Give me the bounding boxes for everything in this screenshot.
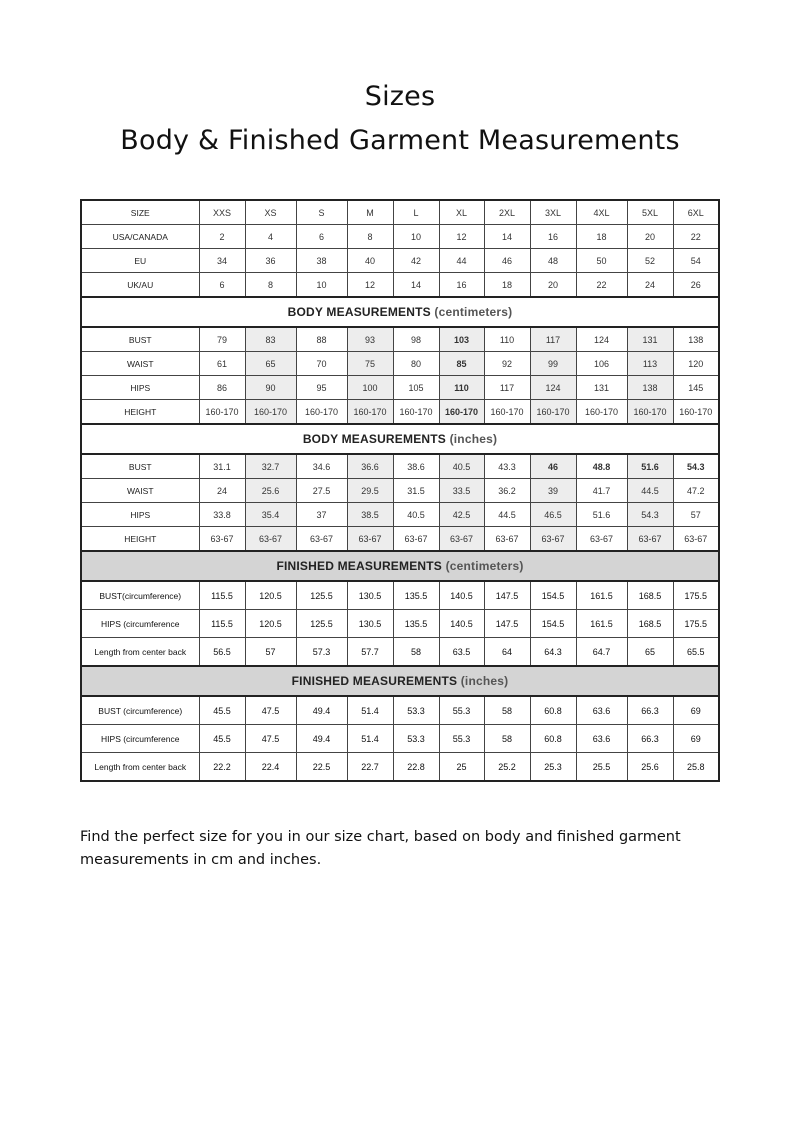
table-cell: 140.5 [439,581,484,610]
table-cell: 40.5 [393,503,439,527]
table-cell: 22 [576,273,627,298]
table-cell: 41.7 [576,479,627,503]
table-cell: 58 [484,696,530,725]
table-cell: 147.5 [484,610,530,638]
section-heading [81,424,719,454]
finished-cm-section [81,551,719,581]
table-cell: 130.5 [347,610,393,638]
table-cell: 131 [627,327,673,352]
table-cell: 160-170 [576,400,627,425]
table-cell: 99 [530,352,576,376]
table-cell: 53.3 [393,725,439,753]
table-cell: 168.5 [627,610,673,638]
section-unit: (inches) [449,432,498,446]
table-cell: 26 [673,273,719,298]
table-cell: 63-67 [530,527,576,552]
row-label: Length from center back [81,753,199,782]
table-cell: 83 [245,327,296,352]
table-cell: 14 [393,273,439,298]
table-cell: 36 [245,249,296,273]
body-cm-section [81,297,719,327]
table-cell: 20 [530,273,576,298]
body-in-row [81,454,719,479]
table-cell: 49.4 [296,696,347,725]
table-cell: 36.2 [484,479,530,503]
table-cell: 63-67 [347,527,393,552]
table-cell: 47.5 [245,696,296,725]
row-label: WAIST [81,352,199,376]
table-cell: 47.5 [245,725,296,753]
table-cell: 5XL [627,200,673,225]
finished-cm-row [81,638,719,667]
uk-au-row [81,273,719,298]
section-unit: (centimeters) [445,559,524,573]
table-cell: 8 [347,225,393,249]
table-cell: S [296,200,347,225]
table-cell: 56.5 [199,638,245,667]
table-cell: 22.2 [199,753,245,782]
table-cell: 22.5 [296,753,347,782]
table-cell: 125.5 [296,610,347,638]
row-label: BUST (circumference) [81,696,199,725]
table-cell: 44 [439,249,484,273]
table-cell: 93 [347,327,393,352]
row-label: HIPS (circumference [81,610,199,638]
table-cell: 16 [439,273,484,298]
table-cell: 90 [245,376,296,400]
table-cell: 12 [439,225,484,249]
table-cell: 50 [576,249,627,273]
table-cell: 63-67 [627,527,673,552]
table-cell: 34.6 [296,454,347,479]
table-cell: 117 [484,376,530,400]
table-cell: XS [245,200,296,225]
table-cell: 32.7 [245,454,296,479]
body-in-row [81,479,719,503]
table-cell: 161.5 [576,610,627,638]
table-cell: 175.5 [673,610,719,638]
row-label: HEIGHT [81,527,199,552]
table-cell: 22.4 [245,753,296,782]
section-heading [81,551,719,581]
table-cell: 25.2 [484,753,530,782]
table-cell: 46 [484,249,530,273]
size-row [81,200,719,225]
table-cell: 135.5 [393,610,439,638]
table-cell: 64.7 [576,638,627,667]
table-cell: 25 [439,753,484,782]
row-label: BUST [81,454,199,479]
table-cell: 147.5 [484,581,530,610]
table-cell: 75 [347,352,393,376]
finished-in-section [81,666,719,696]
table-cell: 140.5 [439,610,484,638]
table-cell: 160-170 [393,400,439,425]
table-cell: 24 [199,479,245,503]
table-cell: 63-67 [245,527,296,552]
table-cell: 4XL [576,200,627,225]
table-cell: 44.5 [484,503,530,527]
table-cell: 130.5 [347,581,393,610]
table-cell: 43.3 [484,454,530,479]
table-cell: 120 [673,352,719,376]
table-cell: 63-67 [199,527,245,552]
table-cell: 160-170 [347,400,393,425]
table-cell: 25.6 [627,753,673,782]
section-unit: (inches) [460,674,509,688]
body-cm-row [81,400,719,425]
size-chart-table [80,199,720,782]
table-cell: 20 [627,225,673,249]
table-cell: 145 [673,376,719,400]
section-title: FINISHED MEASUREMENTS [276,559,443,573]
table-cell: 2 [199,225,245,249]
finished-cm-row [81,610,719,638]
table-cell: 115.5 [199,581,245,610]
table-cell: 45.5 [199,696,245,725]
table-cell: 51.4 [347,725,393,753]
table-cell: 85 [439,352,484,376]
table-cell: 63-67 [296,527,347,552]
table-cell: 16 [530,225,576,249]
table-cell: 63.5 [439,638,484,667]
table-cell: 98 [393,327,439,352]
table-cell: 57.3 [296,638,347,667]
body-in-row [81,527,719,552]
table-cell: 79 [199,327,245,352]
table-cell: 29.5 [347,479,393,503]
row-label: USA/CANADA [81,225,199,249]
table-cell: 18 [484,273,530,298]
table-cell: 63-67 [439,527,484,552]
table-cell: 61 [199,352,245,376]
table-cell: 42 [393,249,439,273]
table-cell: 160-170 [296,400,347,425]
table-cell: 69 [673,696,719,725]
table-cell: 125.5 [296,581,347,610]
section-title: BODY MEASUREMENTS [287,305,431,319]
table-cell: 25.8 [673,753,719,782]
row-label: HEIGHT [81,400,199,425]
table-cell: 57.7 [347,638,393,667]
row-label: BUST [81,327,199,352]
section-title: FINISHED MEASUREMENTS [291,674,458,688]
table-cell: 54.3 [673,454,719,479]
table-cell: 160-170 [530,400,576,425]
table-cell: 44.5 [627,479,673,503]
table-cell: 40.5 [439,454,484,479]
row-label: HIPS (circumference [81,725,199,753]
row-label: EU [81,249,199,273]
table-cell: 36.6 [347,454,393,479]
row-label: UK/AU [81,273,199,298]
table-cell: L [393,200,439,225]
table-cell: 115.5 [199,610,245,638]
table-cell: 160-170 [673,400,719,425]
table-cell: 65 [245,352,296,376]
body-cm-row [81,352,719,376]
table-cell: 46.5 [530,503,576,527]
table-cell: 54.3 [627,503,673,527]
table-cell: 63-67 [484,527,530,552]
table-cell: 154.5 [530,581,576,610]
row-label: HIPS [81,376,199,400]
size-chart [80,199,718,782]
row-label: SIZE [81,200,199,225]
table-cell: 55.3 [439,696,484,725]
table-cell: 160-170 [199,400,245,425]
table-cell: 60.8 [530,696,576,725]
table-cell: 51.6 [576,503,627,527]
finished-in-row [81,725,719,753]
table-cell: 25.6 [245,479,296,503]
body-in-section [81,424,719,454]
table-cell: 131 [576,376,627,400]
table-cell: 63.6 [576,696,627,725]
table-cell: 34 [199,249,245,273]
table-cell: 8 [245,273,296,298]
table-cell: 64 [484,638,530,667]
table-cell: 80 [393,352,439,376]
table-cell: 6XL [673,200,719,225]
row-label: BUST(circumference) [81,581,199,610]
usa-canada-row [81,225,719,249]
table-cell: 38 [296,249,347,273]
eu-row [81,249,719,273]
table-cell: 138 [627,376,673,400]
table-cell: 38.6 [393,454,439,479]
table-cell: 168.5 [627,581,673,610]
body-cm-row [81,327,719,352]
table-cell: 18 [576,225,627,249]
table-cell: 53.3 [393,696,439,725]
table-cell: 124 [530,376,576,400]
table-cell: 95 [296,376,347,400]
section-heading [81,297,719,327]
table-cell: 57 [245,638,296,667]
table-cell: 124 [576,327,627,352]
table-cell: 92 [484,352,530,376]
table-cell: 110 [439,376,484,400]
table-cell: XXS [199,200,245,225]
table-cell: 10 [393,225,439,249]
table-cell: 22 [673,225,719,249]
table-cell: 3XL [530,200,576,225]
table-cell: 113 [627,352,673,376]
table-cell: 160-170 [245,400,296,425]
table-cell: 24 [627,273,673,298]
table-cell: 161.5 [576,581,627,610]
section-unit: (centimeters) [434,305,513,319]
table-cell: 138 [673,327,719,352]
table-cell: 120.5 [245,581,296,610]
table-cell: 48.8 [576,454,627,479]
table-cell: 25.3 [530,753,576,782]
table-cell: 117 [530,327,576,352]
section-title: BODY MEASUREMENTS [302,432,447,446]
table-cell: 86 [199,376,245,400]
table-cell: 64.3 [530,638,576,667]
table-cell: 63-67 [576,527,627,552]
table-cell: 66.3 [627,696,673,725]
table-cell: 70 [296,352,347,376]
table-cell: 39 [530,479,576,503]
table-cell: 52 [627,249,673,273]
table-cell: 33.8 [199,503,245,527]
footer-note: Find the perfect size for you in our size chart, based on body and finished garment measurements in cm and inches. [80,829,681,868]
table-cell: 46 [530,454,576,479]
table-cell: 63-67 [673,527,719,552]
table-cell: 65 [627,638,673,667]
table-cell: 42.5 [439,503,484,527]
table-cell: 120.5 [245,610,296,638]
table-cell: 106 [576,352,627,376]
table-cell: 31.1 [199,454,245,479]
table-cell: 2XL [484,200,530,225]
table-cell: 58 [393,638,439,667]
table-cell: 27.5 [296,479,347,503]
table-cell: 110 [484,327,530,352]
row-label: WAIST [81,479,199,503]
row-label: HIPS [81,503,199,527]
table-cell: 105 [393,376,439,400]
table-cell: 54 [673,249,719,273]
table-cell: 37 [296,503,347,527]
table-cell: 63-67 [393,527,439,552]
table-cell: 160-170 [484,400,530,425]
table-cell: 69 [673,725,719,753]
table-cell: 160-170 [627,400,673,425]
table-cell: 100 [347,376,393,400]
finished-cm-row [81,581,719,610]
section-heading [81,666,719,696]
table-cell: 47.2 [673,479,719,503]
table-cell: 25.5 [576,753,627,782]
table-cell: 63.6 [576,725,627,753]
table-cell: 33.5 [439,479,484,503]
table-cell: 48 [530,249,576,273]
page-title: Sizes [364,81,436,112]
table-cell: 4 [245,225,296,249]
body-cm-row [81,376,719,400]
table-cell: 35.4 [245,503,296,527]
table-cell: 14 [484,225,530,249]
table-cell: 22.7 [347,753,393,782]
table-cell: 88 [296,327,347,352]
table-cell: 55.3 [439,725,484,753]
table-cell: 57 [673,503,719,527]
table-cell: 40 [347,249,393,273]
table-cell: 103 [439,327,484,352]
table-cell: 58 [484,725,530,753]
table-cell: 6 [199,273,245,298]
table-cell: 66.3 [627,725,673,753]
table-cell: 135.5 [393,581,439,610]
table-cell: 49.4 [296,725,347,753]
table-cell: 65.5 [673,638,719,667]
table-cell: M [347,200,393,225]
table-cell: 22.8 [393,753,439,782]
table-cell: 6 [296,225,347,249]
page-subtitle: Body & Finished Garment Measurements [120,125,680,156]
finished-in-row [81,753,719,782]
row-label: Length from center back [81,638,199,667]
body-in-row [81,503,719,527]
table-cell: 45.5 [199,725,245,753]
table-cell: 160-170 [439,400,484,425]
table-cell: 12 [347,273,393,298]
table-cell: 10 [296,273,347,298]
table-cell: 51.4 [347,696,393,725]
finished-in-row [81,696,719,725]
table-cell: 31.5 [393,479,439,503]
table-cell: XL [439,200,484,225]
table-cell: 51.6 [627,454,673,479]
table-cell: 175.5 [673,581,719,610]
table-cell: 60.8 [530,725,576,753]
table-cell: 38.5 [347,503,393,527]
table-cell: 154.5 [530,610,576,638]
